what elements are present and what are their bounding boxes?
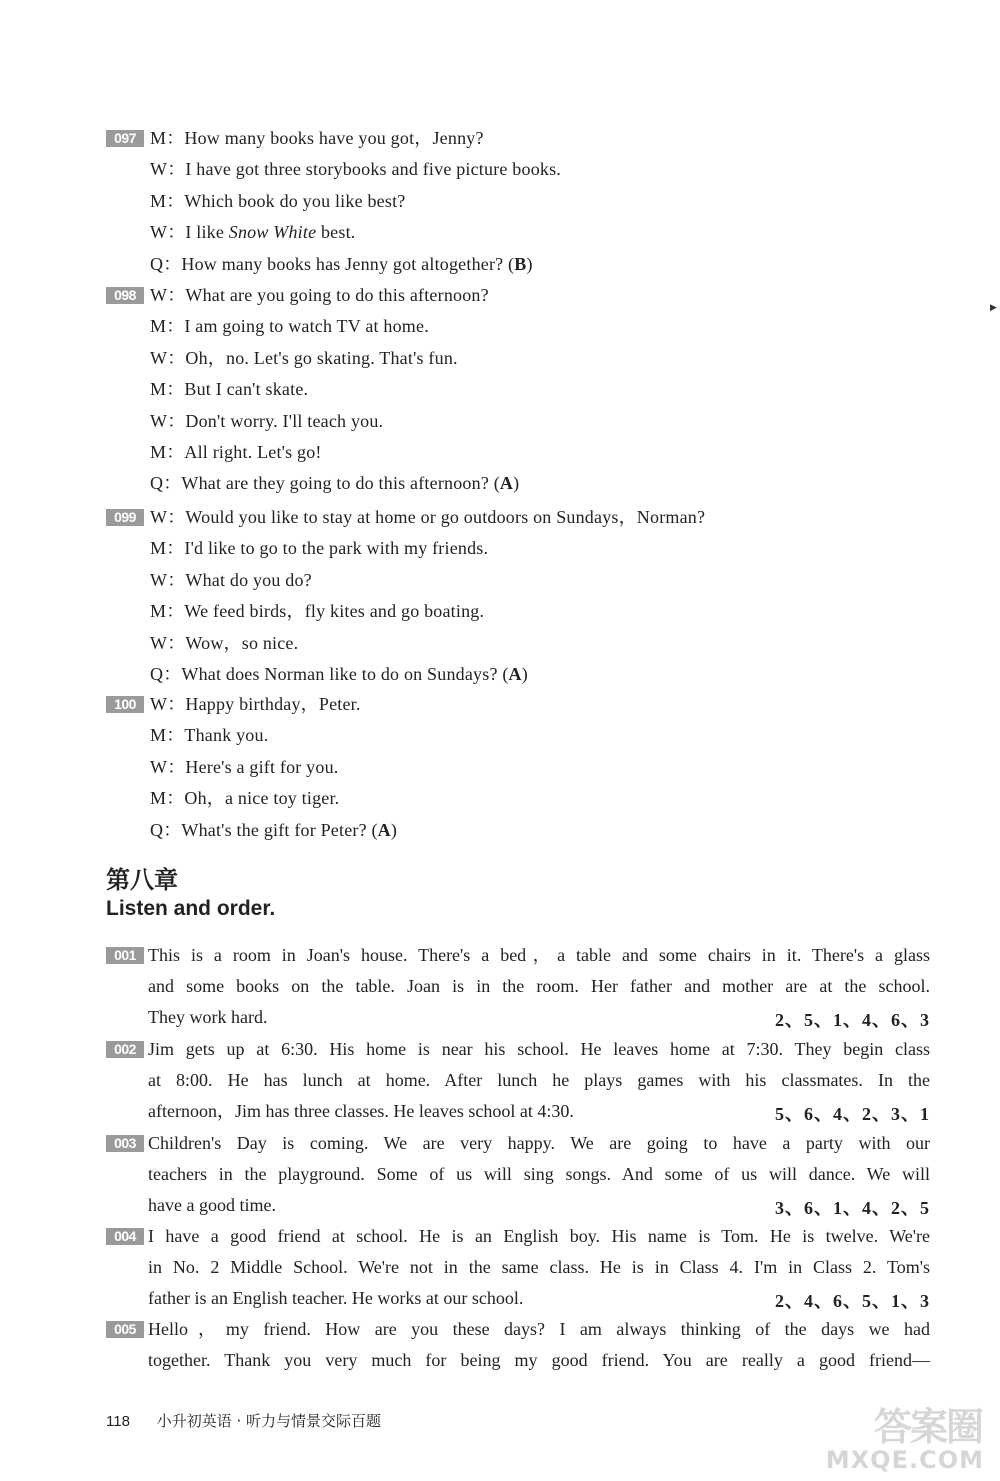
dialogue-text: M：But I can't skate. xyxy=(150,379,309,400)
watermark-logo: 答案圈 xyxy=(873,1405,982,1449)
dialogue-text: Q：What's the gift for Peter? ( xyxy=(150,819,378,840)
dialogue-line xyxy=(150,347,458,369)
item-number-badge: 099 xyxy=(106,509,144,526)
dialogue-text: W：What do you do? xyxy=(150,569,312,590)
dialogue-line xyxy=(150,787,339,809)
dialogue-text: W：Oh，no. Let's go skating. That's fun. xyxy=(150,347,458,368)
answer-letter: A xyxy=(377,819,391,840)
item-number-badge: 100 xyxy=(106,696,144,713)
passage-line: Jim gets up at 6:30. His home is near his school. He leaves home at 7:30. They begin class xyxy=(148,1039,930,1059)
dialogue-text: W：What are you going to do this afternoon? xyxy=(150,285,489,305)
watermark-url: MXQE.COM xyxy=(825,1446,984,1474)
dialogue-text: ) xyxy=(513,473,520,494)
dialogue-text: ) xyxy=(521,664,528,684)
item-number-badge: 003 xyxy=(106,1135,144,1152)
dialogue-text: M：Which book do you like best? xyxy=(150,190,406,211)
passage-line: teachers in the playground. Some of us will sing songs. And some of us will dance. We will xyxy=(148,1164,930,1184)
passage-line: together. Thank you very much for being my good friend. You are really a good friend— xyxy=(148,1350,930,1370)
dialogue-line xyxy=(150,724,268,746)
dialogue-line xyxy=(150,190,405,212)
dialogue-text: M：We feed birds，fly kites and go boating. xyxy=(150,601,485,622)
passage-line: at 8:00. He has lunch at home. After lunch he plays games with his classmates. In the xyxy=(148,1070,930,1090)
dialogue-text: Q：What are they going to do this afternoon? ( xyxy=(150,473,500,494)
dialogue-text: M：All right. Let's go! xyxy=(150,442,322,462)
dialogue-text: ) xyxy=(526,253,533,274)
dialogue-line xyxy=(150,632,298,654)
dialogue-text: M：I'd like to go to the park with my friends. xyxy=(150,538,489,559)
dialogue-text: Q：What does Norman like to do on Sundays? ( xyxy=(150,664,509,684)
section-heading: Listen and order. xyxy=(106,897,276,920)
dialogue-line xyxy=(150,315,429,337)
dialogue-line xyxy=(150,693,361,715)
dialogue-line xyxy=(150,569,312,591)
item-number-badge: 002 xyxy=(106,1041,144,1058)
passage-line: Children's Day is coming. We are very happy. We are going to have a party with our xyxy=(148,1133,930,1153)
item-number-badge: 004 xyxy=(106,1228,144,1245)
item-number-badge: 005 xyxy=(106,1321,144,1338)
dialogue-line xyxy=(150,600,484,622)
answer-order: 2、5、1、4、6、3 xyxy=(775,1010,930,1030)
passage-line: have a good time. xyxy=(148,1195,276,1215)
passage-line: and some books on the table. Joan is in the room. Her father and mother are at the school. xyxy=(148,976,930,996)
item-number-badge: 001 xyxy=(106,947,144,964)
dialogue-text: M：I am going to watch TV at home. xyxy=(150,316,429,337)
dialogue-line xyxy=(150,663,528,685)
passage-line: afternoon，Jim has three classes. He leaves school at 4:30. xyxy=(148,1101,574,1121)
dialogue-text: W：Wow，so nice. xyxy=(150,632,299,653)
dialogue-line xyxy=(150,284,489,306)
dialogue-line xyxy=(150,756,338,778)
dialogue-line xyxy=(150,221,355,243)
answer-letter: A xyxy=(508,664,522,684)
page-number: 118 xyxy=(106,1413,130,1430)
dialogue-text: M：How many books have you got，Jenny? xyxy=(150,128,484,148)
page-footer xyxy=(106,1410,381,1431)
dialogue-text: W：Here's a gift for you. xyxy=(150,756,339,777)
chapter-title: 第八章 xyxy=(106,866,178,894)
dialogue-text: best. xyxy=(316,222,356,243)
answer-letter: B xyxy=(514,253,527,274)
dialogue-line xyxy=(150,410,383,432)
passage-line: father is an English teacher. He works at our school. xyxy=(148,1288,524,1308)
answer-order: 3、6、1、4、2、5 xyxy=(775,1198,930,1218)
answer-letter: A xyxy=(499,473,514,494)
dialogue-line xyxy=(150,472,519,494)
dialogue-line xyxy=(150,441,322,463)
passage-line: Hello，my friend. How are you these days? I am always thinking of the days we had xyxy=(148,1319,930,1339)
answer-order: 5、6、4、2、3、1 xyxy=(775,1104,930,1124)
dialogue-text: W：Happy birthday，Peter. xyxy=(150,694,361,714)
dialogue-text: W：Don't worry. I'll teach you. xyxy=(150,410,384,431)
passage-line: This is a room in Joan's house. There's a bed，a table and some chairs in it. There's a glass xyxy=(148,945,930,965)
book-title-italic: Snow White xyxy=(228,222,317,243)
dialogue-line xyxy=(150,253,533,275)
dialogue-text: M：Oh，a nice toy tiger. xyxy=(150,788,340,809)
dialogue-line xyxy=(150,819,397,841)
dialogue-line xyxy=(150,378,308,400)
dialogue-text: W：I have got three storybooks and five picture books. xyxy=(150,159,561,180)
triangle-right-icon: ▶ xyxy=(990,302,997,312)
dialogue-line xyxy=(150,158,561,180)
dialogue-line xyxy=(150,537,488,559)
dialogue-text: W：I like xyxy=(150,222,229,243)
passage-line: I have a good friend at school. He is an English boy. His name is Tom. He is twelve. We're xyxy=(148,1226,930,1246)
dialogue-text: W：Would you like to stay at home or go outdoors on Sundays，Norman? xyxy=(150,507,706,527)
book-title: 小升初英语 · 听力与情景交际百题 xyxy=(156,1412,382,1430)
item-number-badge: 097 xyxy=(106,130,144,147)
answer-order: 2、4、6、5、1、3 xyxy=(775,1291,930,1311)
watermark xyxy=(825,1396,988,1476)
dialogue-line xyxy=(150,127,484,149)
passage-line: They work hard. xyxy=(148,1007,268,1027)
dialogue-text: M：Thank you. xyxy=(150,725,269,746)
dialogue-text: Q：How many books has Jenny got altogether? ( xyxy=(150,253,515,274)
passage-line: in No. 2 Middle School. We're not in the same class. He is in Class 4. I'm in Class 2. Tom's xyxy=(148,1257,930,1277)
dialogue-text: ) xyxy=(390,819,398,840)
item-number-badge: 098 xyxy=(106,287,144,304)
dialogue-line xyxy=(150,506,705,528)
